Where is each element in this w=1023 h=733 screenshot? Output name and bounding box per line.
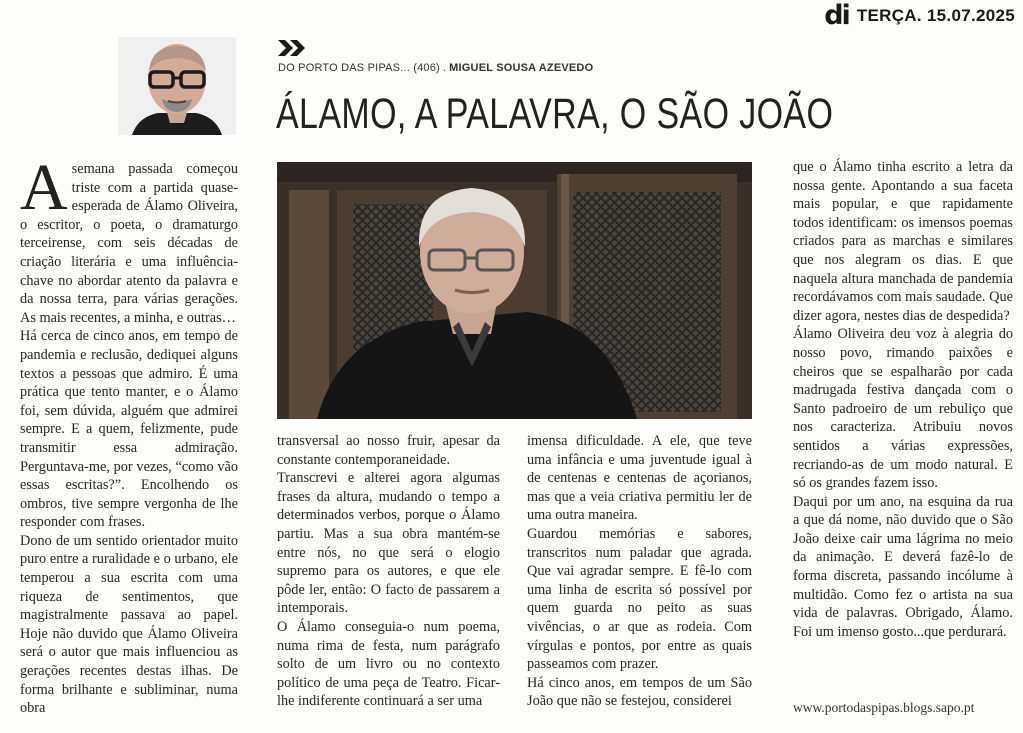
main-photo [277, 162, 752, 419]
publication-logo: di [824, 0, 849, 31]
article-paragraph: Daqui por um ano, na esquina da rua a que dá nome, não duvido que o São João deixe cair uma lágrima no meio da animação. E deverá fazê-lo de forma discreta, passando incólume à multidão. Como fez o artista na sua vida de palavras. Obrigado, Álamo. Foi um imenso gosto...que perdurará. [793, 493, 1013, 640]
article-column-4 [793, 158, 1013, 641]
kicker-separator: . [442, 62, 447, 74]
article-paragraph: Transcrevi e alterei agora algumas frases da altura, mudando o tempo a determinados verbos, porque o Álamo partiu. Mas a sua obra mantém-se entre nós, no que será o elogio supremo para os autores, e que ele pôde ler, então: O facto de passarem a intemporais. [277, 470, 500, 617]
article-column-3 [527, 432, 752, 711]
author-photo [118, 37, 236, 135]
blog-url: www.portodaspipas.blogs.sapo.pt [793, 700, 975, 715]
drop-cap: A [20, 151, 68, 224]
author-name: MIGUEL SOUSA AZEVEDO [449, 62, 594, 74]
issue-date: TERÇA. 15.07.2025 [856, 6, 1015, 25]
article-paragraph: Asemana passada começou triste com a partida quase-esperada de Álamo Oliveira, o escritor, o poeta, o dramaturgo terceirense, com seis décadas de criação literária e uma influência-chave no abordar atento da palavra e da nossa terra, para várias gerações. As mais recentes, a minha, e outras… [20, 151, 238, 326]
article-paragraph: transversal ao nosso fruir, apesar da constante contemporaneidade. [277, 433, 500, 468]
masthead [824, 0, 1015, 31]
article-column-1 [20, 151, 238, 718]
article-paragraph: Há cerca de cinco anos, em tempo de pandemia e reclusão, dediquei alguns textos a pessoas que admiro. É uma prática que tento manter, e o Álamo foi, sem dúvida, alguém que admirei sempre. E a quem, felizmente, pude transmitir essa admiração. Perguntava-me, por vezes, “como vão essas escritas?”. Encolhendo os ombros, tive sempre vergonha de lhe responder com frases. [20, 328, 238, 531]
article-paragraph: Há cinco anos, em tempos de um São João que não se festejou, considerei [527, 674, 752, 710]
article-paragraph: Álamo Oliveira deu voz à alegria do nosso povo, rimando paixões e cheiros que se espalharão por cada madrugada festiva dançada com o Santo padroeiro de um rebuliço que nos caracteriza. Atribuiu novos sentidos a várias expressões, recriando-as de um modo natural. E só os grandes fazem isso. [793, 326, 1013, 492]
article-paragraph: imensa dificuldade. A ele, que teve uma infância e uma juventude igual à de centenas e centenas de açorianos, mas que a veia criativa permitiu ler de uma outra maneira. [527, 433, 752, 524]
article-paragraph: O Álamo conseguia-o num poema, numa rima de festa, num parágrafo solto de um livro ou no contexto político de uma peça de Teatro. Ficar-lhe indiferente continuará a ser uma [277, 618, 500, 710]
column-name: DO PORTO DAS PIPAS... (406) [278, 62, 440, 74]
headline: ÁLAMO, A PALAVRA, O SÃO JOÃO [276, 90, 834, 138]
article-paragraph: Dono de um sentido orientador muito puro entre a ruralidade e o urbano, ele temperou a sua escrita com uma riqueza de sentimentos, que magistralmente passava ao papel. Hoje não duvido que Álamo Oliveira será o autor que mais influenciou as gerações recentes destas ilhas. De forma brilhante e subliminar, numa obra [20, 532, 238, 717]
article-paragraph: que o Álamo tinha escrito a letra da nossa gente. Apontando a sua faceta mais popular, e que rapidamente todos identificam: os imensos poemas criados para as marchas e similares que nos alegram os dias. E que naquela altura manchada de pandemia recordávamos com mais saudade. Que dizer agora, nestes dias de despedida? [793, 159, 1013, 324]
article-column-2 [277, 432, 500, 711]
article-paragraph: Guardou memórias e sabores, transcritos num paladar que agrada. Que vai agradar sempre. E fê-lo com uma linha de escrita só possível por quem guarda no peito as suas vivências, o ar que as rodeia. Com vírgulas e pontos, por entre as quais passeamos com prazer. [527, 525, 752, 673]
section-arrows-icon [278, 40, 308, 56]
kicker [278, 62, 593, 74]
